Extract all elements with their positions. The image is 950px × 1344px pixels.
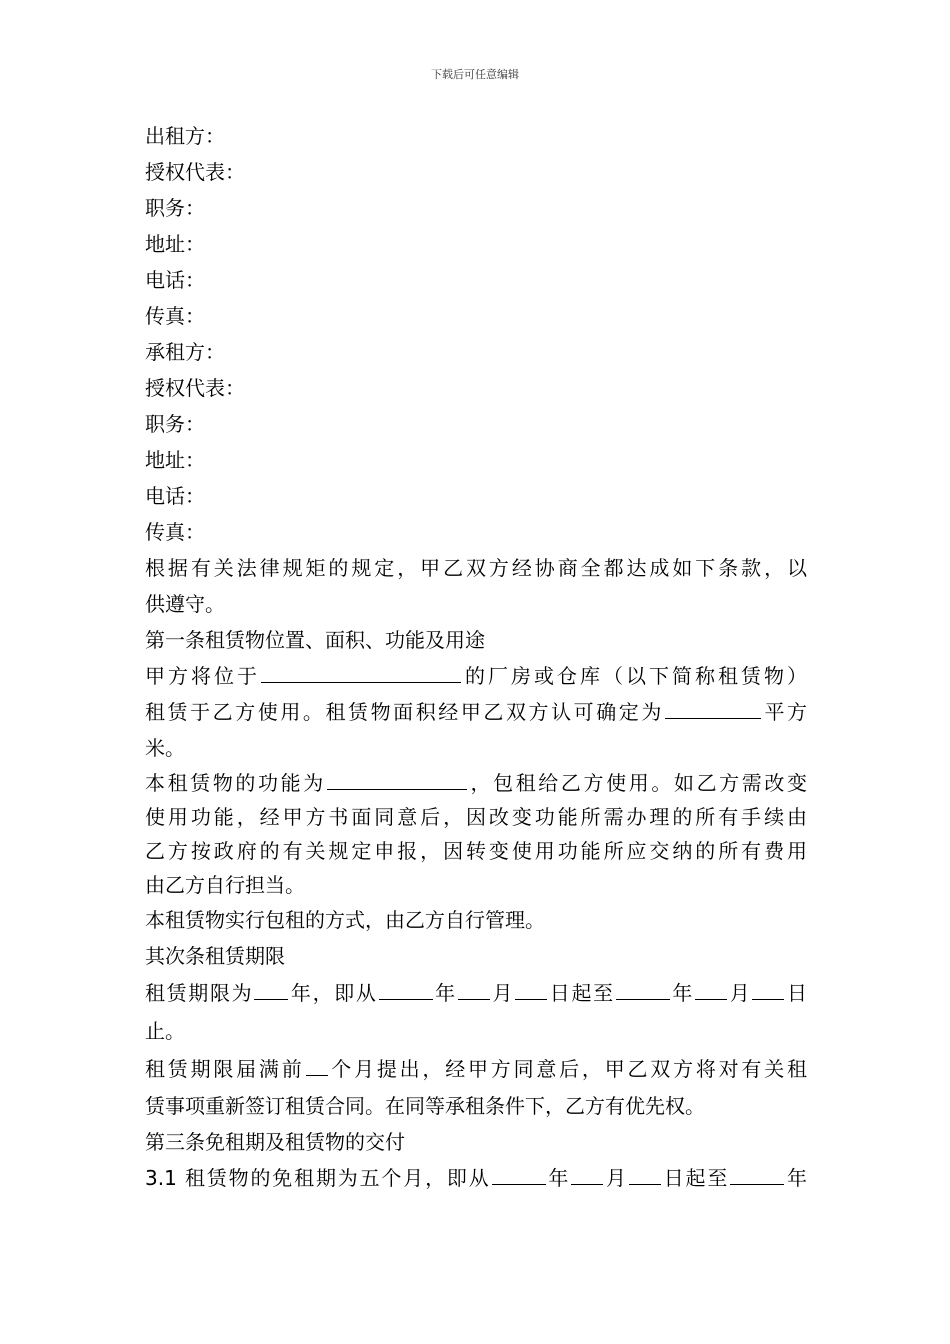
blank-end-year[interactable]	[616, 977, 670, 1000]
text-segment: 日起至	[661, 1166, 730, 1190]
lessor-phone: 电话：	[145, 268, 205, 292]
lessee-title: 承租方：	[145, 340, 225, 364]
text-segment: 月	[490, 981, 515, 1005]
text-segment: 个月提出，经甲方同意后，甲乙双方将对有关租	[328, 1057, 807, 1081]
text-segment: 平方	[761, 700, 807, 724]
text-segment: 月	[604, 1166, 628, 1190]
text-segment: 租赁物的免租期为五个月，即从	[185, 1166, 491, 1190]
text-segment: 租赁期限届满前	[145, 1057, 305, 1081]
lessee-position: 职务：	[145, 412, 205, 436]
lessor-fax: 传真：	[145, 304, 205, 328]
paragraph-line	[145, 974, 807, 1012]
paragraph-line	[145, 1160, 807, 1196]
text-segment: 租赁期限为	[145, 981, 254, 1005]
lessor-rep: 授权代表：	[145, 160, 245, 184]
header-note: 下载后可任意编辑	[431, 68, 519, 81]
article2-paragraph-2	[145, 1050, 807, 1124]
paragraph-line	[145, 658, 807, 694]
text-segment: 年	[670, 981, 695, 1005]
blank-end-day[interactable]	[752, 977, 784, 1000]
lessor-address: 地址：	[145, 232, 205, 256]
paragraph-line: 由乙方自行担当。	[145, 873, 305, 897]
text-segment: 年	[433, 981, 457, 1005]
paragraph-line	[145, 1050, 807, 1088]
article2-paragraph-1	[145, 974, 807, 1050]
blank-free-start-month[interactable]	[571, 1162, 603, 1185]
paragraph-line: 乙方按政府的有关规定申报，因转变使用功能所应交纳的所有费用	[145, 839, 807, 863]
lessor-title: 出租方：	[145, 124, 225, 148]
text-segment: ，包租给乙方使用。如乙方需改变	[467, 771, 807, 795]
text-segment: 年	[546, 1166, 571, 1190]
lessee-address: 地址：	[145, 448, 205, 472]
text-segment: 日起至	[548, 981, 615, 1005]
text-segment: 甲方将位于	[145, 664, 260, 688]
intro-line: 根据有关法律规矩的规定，甲乙双方经协商全都达成如下条款，以	[145, 556, 807, 580]
paragraph-line: 赁事项重新签订租赁合同。在同等承租条件下，乙方有优先权。	[145, 1094, 705, 1118]
lessor-position: 职务：	[145, 196, 205, 220]
paragraph-line: 止。	[145, 1019, 185, 1043]
blank-area[interactable]	[665, 696, 761, 719]
blank-months-before[interactable]	[306, 1053, 328, 1076]
text-segment: 年	[785, 1166, 807, 1190]
paragraph-line	[145, 766, 807, 800]
article3-heading: 第三条免租期及租赁物的交付	[145, 1130, 405, 1154]
document-body	[145, 118, 807, 1196]
clause-number: 3.1	[145, 1166, 177, 1190]
paragraph-line: 使用功能，经甲方书面同意后，因改变功能所需办理的所有手续由	[145, 805, 807, 829]
blank-free-start-year[interactable]	[492, 1162, 546, 1185]
article1-paragraph-2	[145, 766, 807, 902]
article1-paragraph-3: 本租赁物实行包租的方式，由乙方自行管理。	[145, 908, 545, 932]
text-segment: 的厂房或仓库（以下简称租赁物）	[462, 664, 807, 688]
article1-heading: 第一条租赁物位置、面积、功能及用途	[145, 628, 485, 652]
blank-location[interactable]	[261, 660, 461, 683]
blank-years[interactable]	[254, 977, 288, 1000]
text-segment: 月	[728, 981, 752, 1005]
blank-free-start-day[interactable]	[629, 1162, 661, 1185]
blank-free-end-year[interactable]	[730, 1162, 784, 1185]
lessee-rep: 授权代表：	[145, 376, 245, 400]
blank-start-year[interactable]	[379, 977, 433, 1000]
blank-start-day[interactable]	[515, 977, 547, 1000]
lessee-fax: 传真：	[145, 520, 205, 544]
blank-end-month[interactable]	[695, 977, 727, 1000]
paragraph-line: 米。	[145, 736, 185, 760]
text-segment: 本租赁物的功能为	[145, 771, 326, 795]
blank-function[interactable]	[327, 767, 467, 790]
intro-line: 供遵守。	[145, 592, 225, 616]
text-segment: 年，即从	[289, 981, 378, 1005]
article2-heading: 其次条租赁期限	[145, 944, 285, 968]
lessee-phone: 电话：	[145, 484, 205, 508]
intro-paragraph	[145, 550, 807, 622]
article3-paragraph-1	[145, 1160, 807, 1196]
paragraph-line	[145, 694, 807, 730]
article1-paragraph-1	[145, 658, 807, 766]
text-segment: 租赁于乙方使用。租赁物面积经甲乙双方认可确定为	[145, 700, 664, 724]
blank-start-month[interactable]	[458, 977, 490, 1000]
text-segment: 日	[785, 981, 807, 1005]
